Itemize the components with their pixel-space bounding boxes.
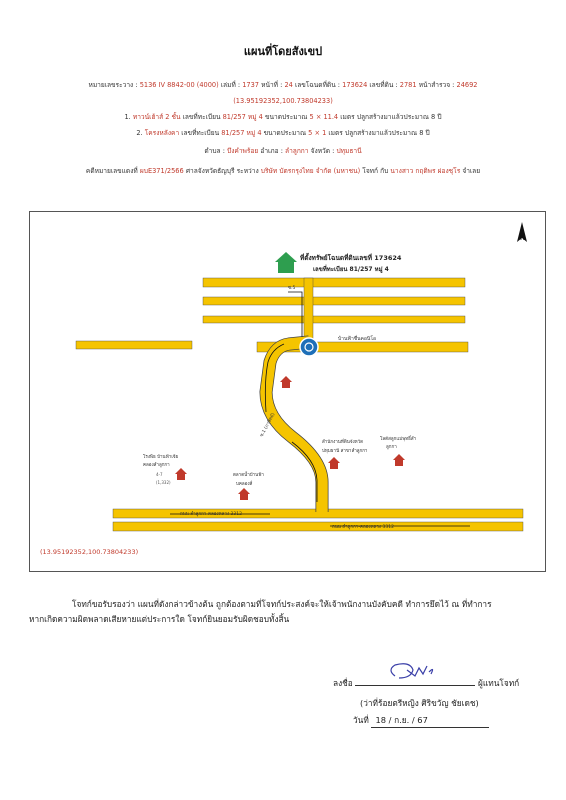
road-connector (304, 278, 313, 346)
poi-temple-icon (393, 454, 405, 466)
survey-value: 24692 (456, 81, 478, 89)
statement-line-2: หากเกิดความผิดพลาดเสียหายแต่ประการใด โจทก์ยินยอมรับผิดชอบทั้งสิ้น (29, 614, 290, 624)
reg-label: เลขที่ทะเบียน (182, 113, 221, 121)
size-label: ขนาดประมาณ (264, 113, 308, 121)
handwritten-signature (385, 662, 445, 684)
roundabout-icon (300, 338, 318, 356)
office-label-1: สำนักงานที่ดินจังหวัด (322, 440, 364, 445)
mid-road-label: ซ.1 (ภาษิตย์) (259, 412, 277, 439)
title-no-label: เลขโฉนดที่ดิน : (294, 81, 341, 89)
poi-body (282, 382, 290, 388)
land-no-label: เลขที่ดิน : (369, 81, 398, 89)
office-label-2: ปทุมธานี สาขาลำลูกกา (322, 449, 368, 454)
poi-body (395, 460, 403, 466)
province-value: ปทุมธานี (336, 147, 362, 155)
item-tail: เมตร ปลูกสร้างมาแล้วประมาณ 8 ปี (340, 113, 442, 121)
road-network (76, 278, 523, 531)
case-tail: จำเลย (462, 167, 481, 175)
building-item-2 (0, 128, 566, 138)
amphoe-label: อำเภอ : (260, 147, 283, 155)
poi-roof (393, 454, 405, 460)
case-number: ผบE371/2566 (139, 167, 184, 175)
survey-label: หน้าสำรวจ : (418, 81, 455, 89)
defendant-name: นางสาว กฤติพร ผ่องชุโร (390, 167, 461, 175)
road-top-1 (203, 278, 465, 287)
location-map (29, 211, 546, 572)
map-canvas (30, 212, 545, 571)
deed-value: 5136 IV 8842-00 (4000) (139, 81, 219, 89)
case-mid: โจทก์ กับ (362, 167, 389, 175)
court-name: ศาลจังหวัดธัญบุรี ระหว่าง (185, 167, 259, 175)
signature-stroke (391, 664, 433, 678)
land-no-value: 2781 (399, 81, 417, 89)
case-label: คดีหมายเลขแดงที่ (85, 167, 138, 175)
date-label: วันที่ (353, 715, 369, 725)
signature-line (333, 676, 519, 690)
size-label: ขนาดประมาณ (263, 129, 307, 137)
tambon-value: บึงคำพร้อย (227, 147, 259, 155)
date-line (353, 713, 489, 728)
map-coords: (13.95192352,100.73804233) (40, 548, 139, 556)
poi-body (330, 463, 338, 469)
title-no-value: 173624 (342, 81, 368, 89)
poi-roof (238, 488, 250, 494)
page-title: แผนที่โดยสังเขป (243, 45, 323, 58)
plaintiff-name: บริษัท บัตรกรุงไทย จำกัด (มหาชน) (260, 167, 361, 175)
road-lower-label: ถนน ลำลูกกา-คลองหลวง 3312 (180, 512, 242, 517)
signer-name: (ว่าที่ร้อยตรีหญิง ศิริขวัญ ชัยเดช) (360, 698, 479, 708)
poi-market-icon (238, 488, 250, 500)
poi-roof (175, 468, 187, 474)
case-line (0, 166, 566, 176)
building-type: โครงหลังคา (144, 129, 180, 137)
hospital-label-3: 4-7 (156, 472, 163, 477)
road-top-3 (203, 316, 465, 323)
market-label-2: บคลองสี่ (236, 482, 253, 487)
target-reg: เลขที่ทะเบียน 81/257 หมู่ 4 (313, 266, 389, 273)
temple-label-1: โลตัสลูกแม่พุทธิ์สำ (380, 437, 417, 442)
book-value: 1737 (242, 81, 259, 89)
hospital-label-1: โรงพิธ บ้านฟ้าเจีย (143, 455, 179, 460)
province-label: จังหวัด : (310, 147, 335, 155)
building-type: ทาวน์เฮ้าส์ 2 ชั้น (132, 113, 181, 121)
size-value: 5 × 11.4 (309, 113, 339, 121)
item-number: 2. (136, 129, 143, 137)
item-tail: เมตร ปลูกสร้างมาแล้วประมาณ 8 ปี (328, 129, 430, 137)
location-line (0, 146, 566, 156)
temple-label-2: ลูกกา (386, 445, 397, 450)
header-line-1 (0, 80, 566, 90)
poi-body (240, 494, 248, 500)
target-house-roof (275, 252, 297, 262)
target-house-icon (275, 252, 297, 273)
statement-line-1: โจทก์ขอรับรองว่า แผนที่ดังกล่าวข้างต้น ถูกต้องตามที่โจทก์ประสงค์จะให้เจ้าพนักงานบังคับคดี ทำการยึดไว้ ณ ที่ทำการ (72, 599, 492, 609)
signature-field (355, 676, 475, 686)
market-label-1: ตลาดน้ำบ้านฟ้า (233, 473, 264, 478)
deed-label: หมายเลขระวาง : (88, 81, 138, 89)
sign-label: ลงชื่อ (333, 678, 353, 688)
poi-house-1-icon (280, 376, 292, 388)
page-label: หน้าที่ : (261, 81, 283, 89)
poi-office-icon (328, 457, 340, 469)
tambon-label: ตำบล : (204, 147, 225, 155)
book-label: เล่มที่ : (220, 81, 241, 89)
target-house-body (278, 262, 294, 273)
signer-role: ผู้แทนโจทก์ (478, 678, 520, 688)
compass-label: N (520, 234, 526, 242)
date-value: 18 / ก.ย. / 67 (371, 713, 489, 728)
road-bottom-2 (113, 522, 523, 531)
item-number: 1. (124, 113, 131, 121)
village-label: บ้านฟ้าชื่นคอนิโอ (338, 336, 377, 342)
poi-roof (328, 457, 340, 463)
header-coords: (13.95192352,100.73804233) (233, 97, 333, 105)
poi-body (177, 474, 185, 480)
size-value: 5 × 1 (308, 129, 327, 137)
route-road (266, 342, 322, 512)
hospital-label-4: (1,332) (156, 480, 171, 485)
amphoe-value: ลำลูกกา (285, 147, 309, 155)
page-value: 24 (284, 81, 293, 89)
road-lower-label-2: ถนน ลำลูกกา-คลองหลวง 3312 (332, 525, 394, 530)
reg-value: 81/257 หมู่ 4 (221, 129, 262, 137)
poi-roof (280, 376, 292, 382)
poi-school-icon (175, 468, 187, 480)
building-item-1 (0, 112, 566, 122)
road-top-2 (203, 297, 465, 305)
hospital-label-2: คลองลำลูกกา (143, 463, 170, 468)
road-mid-left (76, 341, 192, 349)
reg-label: เลขที่ทะเบียน (181, 129, 220, 137)
target-title: ที่ตั้งทรัพย์โฉนดที่ดินเลขที่ 173624 (300, 254, 402, 262)
reg-value: 81/257 หมู่ 4 (222, 113, 263, 121)
top-road-label: ซ.5 (288, 286, 296, 291)
